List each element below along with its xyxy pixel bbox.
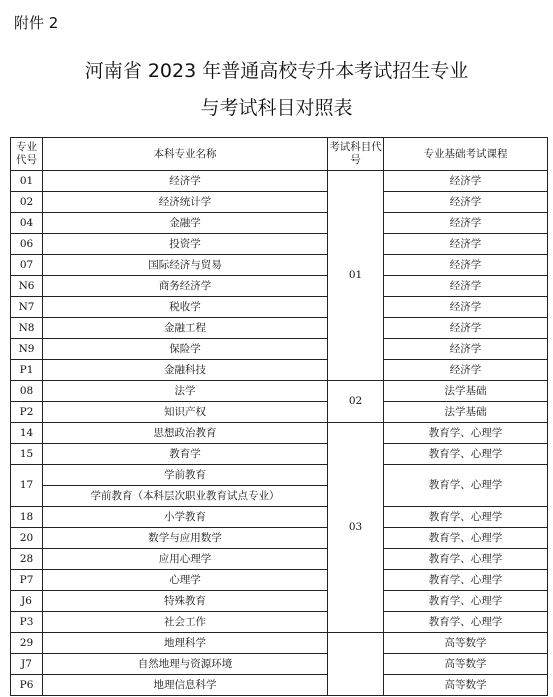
table-row — [11, 465, 548, 486]
header-major: 本科专业名称 — [43, 138, 328, 171]
course-cell: 高等数学 — [384, 675, 548, 696]
course-cell: 教育学、心理学 — [384, 591, 548, 612]
major-code-cell: 28 — [11, 549, 43, 570]
course-cell: 教育学、心理学 — [384, 549, 548, 570]
course-cell: 教育学、心理学 — [384, 423, 548, 444]
major-name-cell: 经济学 — [43, 171, 328, 192]
major-code-cell: P2 — [11, 402, 43, 423]
table-header-row — [11, 138, 548, 171]
course-cell: 经济学 — [384, 297, 548, 318]
course-cell: 法学基础 — [384, 381, 548, 402]
major-code-cell: 14 — [11, 423, 43, 444]
major-name-cell: 商务经济学 — [43, 276, 328, 297]
major-name-cell: 金融科技 — [43, 360, 328, 381]
course-cell: 教育学、心理学 — [384, 465, 548, 507]
course-cell: 经济学 — [384, 318, 548, 339]
course-cell: 教育学、心理学 — [384, 444, 548, 465]
header-code: 专业代号 — [11, 138, 43, 171]
course-cell: 高等数学 — [384, 633, 548, 654]
major-name-cell: 学前教育 — [43, 465, 328, 486]
document-title-line-2: 与考试科目对照表 — [200, 97, 353, 119]
table-row — [11, 675, 548, 696]
table-row — [11, 633, 548, 654]
header-subject-code: 考试科目代号 — [328, 138, 384, 171]
major-code-cell: 29 — [11, 633, 43, 654]
major-code-cell: 15 — [11, 444, 43, 465]
table-row — [11, 612, 548, 633]
major-name-cell: 思想政治教育 — [43, 423, 328, 444]
table-row — [11, 381, 548, 402]
major-code-cell: 08 — [11, 381, 43, 402]
major-code-cell: 06 — [11, 234, 43, 255]
table-row — [11, 507, 548, 528]
course-cell: 高等数学 — [384, 654, 548, 675]
course-cell: 经济学 — [384, 192, 548, 213]
table-body — [11, 171, 548, 696]
table-row — [11, 318, 548, 339]
course-cell: 经济学 — [384, 213, 548, 234]
table-row — [11, 591, 548, 612]
major-name-cell: 投资学 — [43, 234, 328, 255]
table-row — [11, 255, 548, 276]
major-code-cell: N9 — [11, 339, 43, 360]
major-code-cell: N8 — [11, 318, 43, 339]
major-name-cell: 教育学 — [43, 444, 328, 465]
major-name-cell: 地理科学 — [43, 633, 328, 654]
major-code-cell: J6 — [11, 591, 43, 612]
subject-code-cell: 01 — [328, 171, 384, 381]
table-row — [11, 402, 548, 423]
header-course: 专业基础考试课程 — [384, 138, 548, 171]
major-code-cell: 07 — [11, 255, 43, 276]
major-code-cell: 01 — [11, 171, 43, 192]
course-cell: 经济学 — [384, 276, 548, 297]
major-name-cell: 数学与应用数学 — [43, 528, 328, 549]
table-row — [11, 171, 548, 192]
major-name-cell: 金融工程 — [43, 318, 328, 339]
major-code-cell: 20 — [11, 528, 43, 549]
table-row — [11, 654, 548, 675]
major-name-cell: 保险学 — [43, 339, 328, 360]
course-cell: 法学基础 — [384, 402, 548, 423]
table-row — [11, 549, 548, 570]
major-code-cell: 04 — [11, 213, 43, 234]
major-name-cell: 知识产权 — [43, 402, 328, 423]
table-row — [11, 444, 548, 465]
table-row — [11, 192, 548, 213]
major-name-cell: 特殊教育 — [43, 591, 328, 612]
course-cell: 经济学 — [384, 339, 548, 360]
major-code-cell: N7 — [11, 297, 43, 318]
course-cell: 教育学、心理学 — [384, 612, 548, 633]
major-name-cell: 金融学 — [43, 213, 328, 234]
course-cell: 经济学 — [384, 255, 548, 276]
major-code-cell: 18 — [11, 507, 43, 528]
document-title-line-1: 河南省 2023 年普通高校专升本考试招生专业 — [84, 60, 469, 82]
table-row — [11, 528, 548, 549]
major-code-cell: P1 — [11, 360, 43, 381]
major-name-cell: 法学 — [43, 381, 328, 402]
major-code-cell: 02 — [11, 192, 43, 213]
major-name-cell: 经济统计学 — [43, 192, 328, 213]
major-code-cell: J7 — [11, 654, 43, 675]
table-row — [11, 570, 548, 591]
subject-code-cell: 03 — [328, 423, 384, 633]
major-code-cell: N6 — [11, 276, 43, 297]
major-subject-table — [10, 137, 548, 696]
table-row — [11, 234, 548, 255]
major-name-cell: 国际经济与贸易 — [43, 255, 328, 276]
major-name-cell: 自然地理与资源环境 — [43, 654, 328, 675]
course-cell: 经济学 — [384, 171, 548, 192]
major-code-cell: 17 — [11, 465, 43, 507]
table-row — [11, 297, 548, 318]
table-row — [11, 423, 548, 444]
course-cell: 教育学、心理学 — [384, 570, 548, 591]
major-name-cell: 地理信息科学 — [43, 675, 328, 696]
major-code-cell: P6 — [11, 675, 43, 696]
major-name-cell: 应用心理学 — [43, 549, 328, 570]
course-cell: 经济学 — [384, 234, 548, 255]
major-name-cell: 心理学 — [43, 570, 328, 591]
major-name-cell: 税收学 — [43, 297, 328, 318]
table-row — [11, 360, 548, 381]
table-row — [11, 339, 548, 360]
subject-code-cell — [328, 633, 384, 696]
major-name-cell: 社会工作 — [43, 612, 328, 633]
attachment-label: 附件 2 — [14, 14, 59, 32]
major-code-cell: P3 — [11, 612, 43, 633]
table-row — [11, 213, 548, 234]
major-name-cell: 学前教育（本科层次职业教育试点专业） — [43, 486, 328, 507]
course-cell: 教育学、心理学 — [384, 528, 548, 549]
table-row — [11, 276, 548, 297]
subject-code-cell: 02 — [328, 381, 384, 423]
major-code-cell: P7 — [11, 570, 43, 591]
course-cell: 教育学、心理学 — [384, 507, 548, 528]
major-name-cell: 小学教育 — [43, 507, 328, 528]
course-cell: 经济学 — [384, 360, 548, 381]
